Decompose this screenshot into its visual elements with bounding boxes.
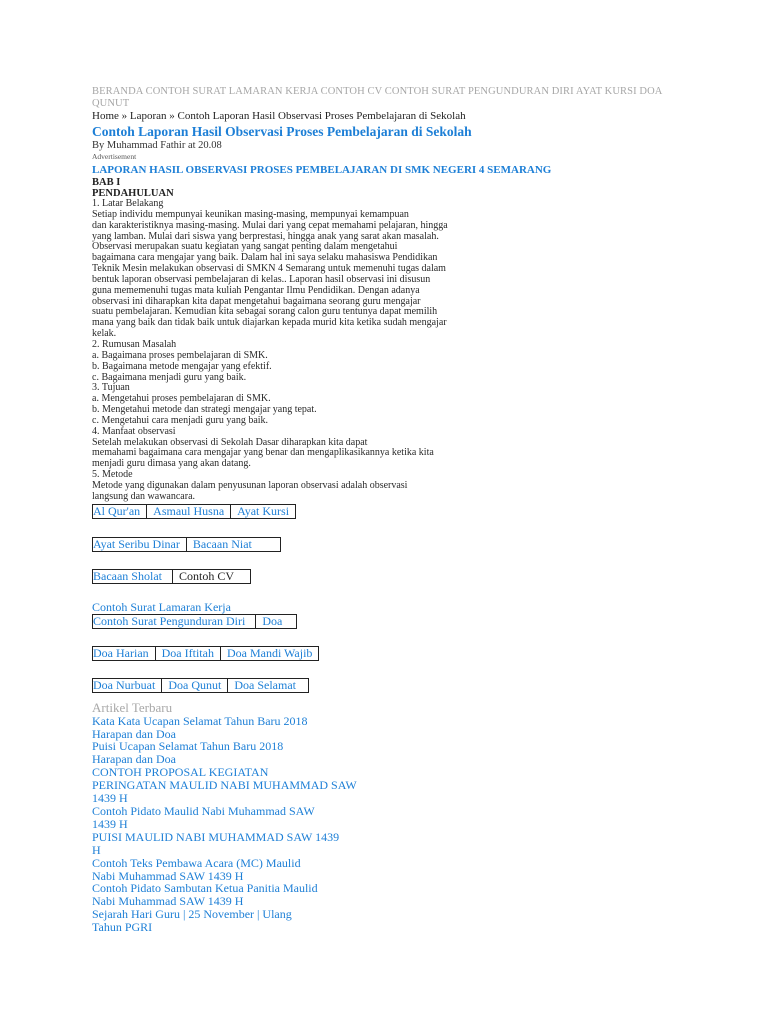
tag-link-asmaul-husna[interactable]: Asmaul Husna <box>146 504 231 519</box>
body-line: Teknik Mesin melakukan observasi di SMKN 4 Semarang untuk memenuhi tugas dalam <box>92 263 446 275</box>
tag-link-doa[interactable]: Doa <box>255 614 297 629</box>
body-line: memahami bagaimana cara mengajar yang benar dan mengaplikasikannya ketika kita <box>92 447 434 459</box>
body-line: a. Mengetahui proses pembelajaran di SMK. <box>92 393 271 405</box>
body-line: langsung dan wawancara. <box>92 490 196 502</box>
article-link[interactable]: Contoh Pidato Maulid Nabi Muhammad SAW <box>92 803 315 818</box>
article-link[interactable]: 1439 H <box>92 816 128 831</box>
article-link[interactable]: H <box>92 842 101 857</box>
tag-link-bacaan-sholat[interactable]: Bacaan Sholat <box>92 569 173 584</box>
body-line: dan karakteristiknya masing-masing. Mulai dari yang cepat memahami pelajaran, hingga <box>92 219 448 231</box>
tag-link-bacaan-niat[interactable]: Bacaan Niat <box>186 537 281 552</box>
article-link[interactable]: Contoh Pidato Sambutan Ketua Panitia Maulid <box>92 881 318 896</box>
tag-contoh-cv[interactable]: Contoh CV <box>172 569 251 584</box>
article-link[interactable]: Contoh Teks Pembawa Acara (MC) Maulid <box>92 855 301 870</box>
tag-row <box>92 678 667 693</box>
tag-link-doa-mandi-wajib[interactable]: Doa Mandi Wajib <box>220 646 319 661</box>
body-line: b. Bagaimana metode mengajar yang efektif. <box>92 360 272 372</box>
body-line: 5. Metode <box>92 469 133 481</box>
article-link[interactable]: Nabi Muhammad SAW 1439 H <box>92 894 244 909</box>
body-line: mana yang baik dan tidak baik untuk diajarkan kepada murid kita ketika sudah mengajar <box>92 317 447 329</box>
body-line: Metode yang digunakan dalam penyusunan laporan observasi adalah observasi <box>92 479 408 491</box>
body-line: guna mememenuhi tugas mata kuliah Pengantar Ilmu Pendidikan. Dengan adanya <box>92 284 420 296</box>
recent-articles-list <box>92 715 362 934</box>
body-line: 3. Tujuan <box>92 382 130 394</box>
article-link[interactable]: PERINGATAN MAULID NABI MUHAMMAD SAW <box>92 778 357 793</box>
tag-link-ayat-seribu-dinar[interactable]: Ayat Seribu Dinar <box>92 537 187 552</box>
section-heading: PENDAHULUAN <box>92 188 174 199</box>
top-nav-line-2[interactable]: QUNUT <box>92 98 130 109</box>
article-link[interactable]: 1439 H <box>92 791 128 806</box>
tag-link-al-quran[interactable]: Al Qur'an <box>92 504 147 519</box>
body-line: observasi ini diharapkan kita dapat mengetahui bagaimana seorang guru mengajar <box>92 295 421 307</box>
label-tags <box>92 504 667 693</box>
body-line: 2. Rumusan Masalah <box>92 338 177 350</box>
chapter-label: BAB I <box>92 177 121 188</box>
tag-link-ayat-kursi[interactable]: Ayat Kursi <box>230 504 296 519</box>
body-line: 1. Latar Belakang <box>92 198 164 209</box>
body-line: 4. Manfaat observasi <box>92 425 176 437</box>
article-link[interactable]: Sejarah Hari Guru | 25 November | Ulang <box>92 907 292 922</box>
body-line: kelak. <box>92 328 117 340</box>
tag-link-contoh-surat-pengunduran-diri[interactable]: Contoh Surat Pengunduran Diri <box>92 614 256 629</box>
body-line: suatu pembelajaran. Kemudian kita sebagai sorang calon guru tentunya dapat memilih <box>92 306 438 318</box>
body-line: c. Mengetahui cara menjadi guru yang baik. <box>92 414 269 426</box>
page-content <box>92 86 667 934</box>
post-body <box>92 199 464 503</box>
article-link[interactable]: PUISI MAULID NABI MUHAMMAD SAW 1439 <box>92 829 340 844</box>
advertisement-label: Advertisement <box>92 152 137 161</box>
breadcrumb[interactable]: Home » Laporan » Contoh Laporan Hasil Observasi Proses Pembelajaran di Sekolah <box>92 110 466 122</box>
article-link[interactable]: Kata Kata Ucapan Selamat Tahun Baru 2018 <box>92 713 308 728</box>
body-line: menjadi guru dimasa yang akan datang. <box>92 458 251 470</box>
recent-articles-heading: Artikel Terbaru <box>92 699 173 715</box>
tag-link-doa-selamat[interactable]: Doa Selamat <box>227 678 309 693</box>
body-line: Setelah melakukan observasi di Sekolah Dasar diharapkan kita dapat <box>92 436 368 448</box>
top-nav-line-1[interactable]: BERANDA CONTOH SURAT LAMARAN KERJA CONTOH CV CONTOH SURAT PENGUNDURAN DIRI AYAT KURSI DOA <box>92 86 663 97</box>
body-line: bentuk laporan observasi pembelajaran di kelas.. Laporan hasil observasi ini disusun <box>92 273 431 285</box>
body-line: a. Bagaimana proses pembelajaran di SMK. <box>92 349 268 361</box>
tag-row <box>92 504 667 519</box>
article-link[interactable]: Tahun PGRI <box>92 920 153 935</box>
report-heading: LAPORAN HASIL OBSERVASI PROSES PEMBELAJARAN DI SMK NEGERI 4 SEMARANG <box>92 164 552 176</box>
post-byline: By Muhammad Fathir at 20.08 <box>92 140 222 151</box>
tag-link-doa-harian[interactable]: Doa Harian <box>92 646 156 661</box>
post-title[interactable]: Contoh Laporan Hasil Observasi Proses Pembelajaran di Sekolah <box>92 124 472 139</box>
tag-row <box>92 614 667 629</box>
body-line: bagaimana cara mengajar yang baik. Dalam hal ini saya selaku mahasiswa Pendidikan <box>92 252 438 264</box>
body-line: Observasi merupakan suatu kegiatan yang sangat penting dalam mengetahui <box>92 241 398 253</box>
body-line: yang lamban. Mulai dari siswa yang berprestasi, hingga anak yang sarat akan masalah. <box>92 230 439 242</box>
body-line: Setiap individu mempunyai keunikan masing-masing, mempunyai kemampuan <box>92 208 409 220</box>
top-navigation <box>92 86 667 110</box>
tag-row <box>92 646 667 661</box>
tag-link-doa-nurbuat[interactable]: Doa Nurbuat <box>92 678 162 693</box>
body-line: c. Bagaimana menjadi guru yang baik. <box>92 371 247 383</box>
article-link[interactable]: Harapan dan Doa <box>92 726 176 741</box>
tag-row <box>92 569 667 584</box>
article-link[interactable]: Harapan dan Doa <box>92 752 176 767</box>
body-line: b. Mengetahui metode dan strategi mengajar yang tepat. <box>92 404 317 416</box>
article-link[interactable]: CONTOH PROPOSAL KEGIATAN <box>92 765 269 780</box>
tag-link-contoh-surat-lamaran-kerja[interactable]: Contoh Surat Lamaran Kerja <box>92 599 231 614</box>
article-link[interactable]: Nabi Muhammad SAW 1439 H <box>92 868 244 883</box>
tag-link-doa-iftitah[interactable]: Doa Iftitah <box>155 646 221 661</box>
tag-row <box>92 537 667 552</box>
tag-link-doa-qunut[interactable]: Doa Qunut <box>161 678 228 693</box>
article-link[interactable]: Puisi Ucapan Selamat Tahun Baru 2018 <box>92 739 284 754</box>
